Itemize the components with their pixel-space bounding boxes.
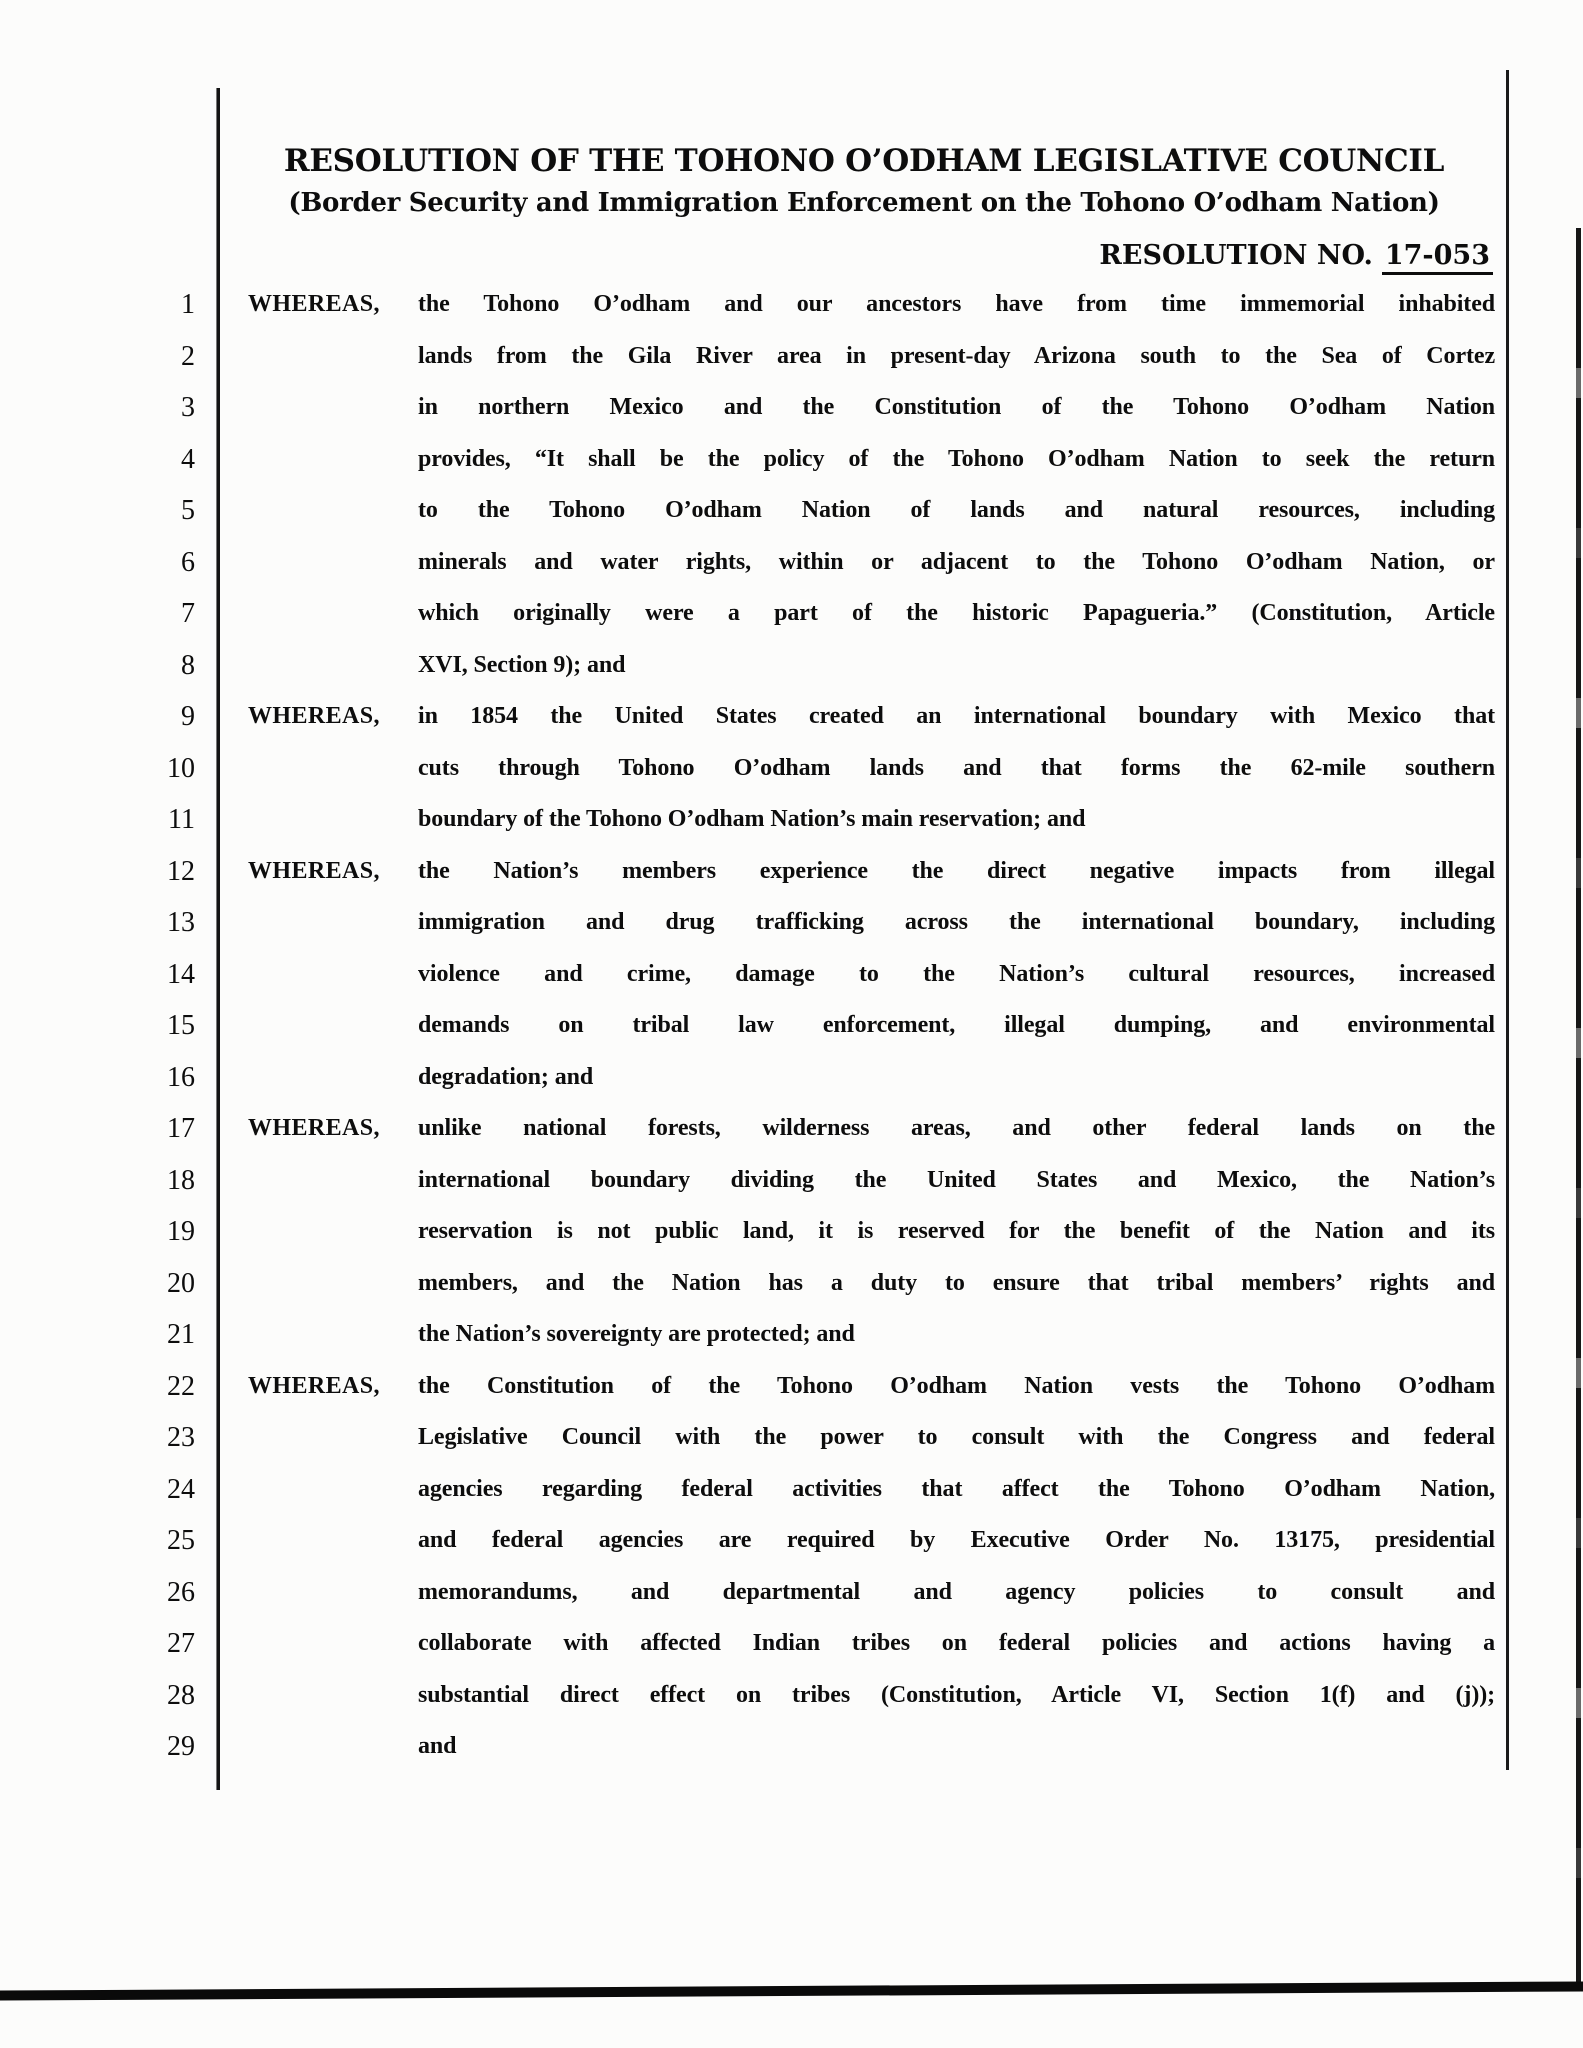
line-number: 12 [167, 855, 195, 887]
line-text: boundary of the Tohono O’odham Nation’s main reservation; and [418, 806, 1086, 832]
document-line [0, 331, 1583, 383]
right-margin-rule [1506, 70, 1509, 1770]
line-number: 20 [167, 1267, 195, 1299]
rule-gap [195, 1206, 233, 1258]
line-text: the Tohono O’odham and our ancestors have from time immemorial inhabited [418, 291, 1495, 317]
rule-gap [195, 640, 233, 692]
line-text: international boundary dividing the United States and Mexico, the Nation’s [418, 1166, 1495, 1193]
rule-gap [195, 588, 233, 640]
line-text: in northern Mexico and the Constitution of the Tohono O’odham Nation [418, 394, 1495, 420]
line-text: reservation is not public land, it is reserved for the benefit of the Nation and its [418, 1218, 1495, 1244]
document-line [0, 1000, 1583, 1052]
rule-gap [195, 485, 233, 537]
line-number: 11 [168, 804, 195, 835]
rule-gap [195, 846, 233, 898]
line-number: 21 [167, 1319, 195, 1350]
document-line [0, 1670, 1583, 1722]
document-line [0, 485, 1583, 537]
line-text: substantial direct effect on tribes (Constitution, Article VI, Section 1(f) and (j)); [418, 1681, 1495, 1708]
rule-gap [195, 1515, 233, 1567]
rule-gap [195, 537, 233, 589]
rule-gap [195, 1361, 233, 1413]
resolution-number-value: 17-053 [1382, 240, 1493, 275]
document-line [0, 1052, 1583, 1104]
whereas-label [233, 949, 418, 1001]
document-line [0, 1206, 1583, 1258]
line-text: degradation; and [418, 1063, 594, 1090]
page-subtitle: (Border Security and Immigration Enforcement on the Tohono O’odham Nation) [288, 188, 1440, 218]
line-number: 2 [181, 340, 195, 372]
rule-gap [195, 1309, 233, 1361]
line-text: immigration and drug trafficking across the international boundary, including [418, 909, 1495, 935]
line-number: 9 [181, 701, 195, 732]
whereas-label: WHEREAS, [248, 1372, 380, 1399]
document-line [0, 1567, 1583, 1619]
whereas-label [233, 1155, 418, 1207]
whereas-label [233, 1412, 418, 1464]
line-number: 10 [167, 752, 195, 784]
line-text: the Nation’s members experience the direct negative impacts from illegal [418, 857, 1495, 884]
whereas-label [233, 1670, 418, 1722]
whereas-label [233, 1309, 418, 1361]
line-number: 8 [181, 649, 195, 681]
line-number: 14 [167, 958, 195, 990]
rule-gap [195, 382, 233, 434]
line-number: 18 [167, 1164, 195, 1196]
document-line [0, 279, 1583, 331]
line-text: XVI, Section 9); and [418, 651, 626, 678]
whereas-label [233, 588, 418, 640]
rule-gap [195, 691, 233, 743]
page-title: RESOLUTION OF THE TOHONO O’ODHAM LEGISLATIVE COUNCIL [283, 143, 1445, 179]
document-line [0, 794, 1583, 846]
line-text: and [418, 1733, 457, 1759]
document-line [0, 1464, 1583, 1516]
whereas-label [233, 434, 418, 486]
line-number: 16 [167, 1061, 195, 1093]
line-text: provides, “It shall be the policy of the Tohono O’odham Nation to seek the return [418, 445, 1495, 472]
whereas-label: WHEREAS, [248, 291, 380, 317]
document-line [0, 846, 1583, 898]
line-number: 4 [181, 443, 195, 475]
scan-edge-artifact [1576, 228, 1581, 1988]
line-text: violence and crime, damage to the Nation’s cultural resources, increased [418, 960, 1495, 987]
whereas-label [233, 1258, 418, 1310]
rule-gap [195, 279, 233, 331]
rule-gap [195, 743, 233, 795]
whereas-label [233, 1464, 418, 1516]
rule-gap [195, 1721, 233, 1773]
line-number: 7 [181, 598, 195, 629]
rule-gap [195, 949, 233, 1001]
left-margin-rule [216, 88, 220, 1790]
rule-gap [195, 1412, 233, 1464]
line-text: members, and the Nation has a duty to ensure that tribal members’ rights and [418, 1269, 1495, 1296]
document-line [0, 691, 1583, 743]
document-line [0, 537, 1583, 589]
line-number: 22 [167, 1370, 195, 1402]
document-body [0, 279, 1583, 1773]
line-number: 17 [167, 1113, 195, 1144]
line-number: 26 [167, 1576, 195, 1608]
whereas-label [233, 1618, 418, 1670]
rule-gap [195, 1155, 233, 1207]
line-text: in 1854 the United States created an international boundary with Mexico that [418, 703, 1495, 729]
line-number: 19 [167, 1216, 195, 1247]
document-line [0, 1412, 1583, 1464]
line-text: unlike national forests, wilderness areas, and other federal lands on the [418, 1115, 1495, 1141]
document-line [0, 949, 1583, 1001]
rule-gap [195, 1618, 233, 1670]
rule-gap [195, 1052, 233, 1104]
line-text: and federal agencies are required by Executive Order No. 13175, presidential [418, 1527, 1495, 1553]
line-text: collaborate with affected Indian tribes on federal policies and actions having a [418, 1630, 1495, 1656]
line-text: demands on tribal law enforcement, illegal dumping, and environmental [418, 1012, 1495, 1038]
line-number: 15 [167, 1010, 195, 1041]
document-line [0, 434, 1583, 486]
document-line [0, 1103, 1583, 1155]
whereas-label: WHEREAS, [248, 857, 380, 884]
rule-gap [195, 1567, 233, 1619]
whereas-label [233, 1052, 418, 1104]
line-number: 1 [181, 289, 195, 320]
whereas-label [233, 331, 418, 383]
rule-gap [195, 1000, 233, 1052]
line-text: the Nation’s sovereignty are protected; and [418, 1321, 855, 1347]
line-text: to the Tohono O’odham Nation of lands and natural resources, including [418, 497, 1495, 523]
line-number: 24 [167, 1473, 195, 1505]
whereas-label [233, 485, 418, 537]
whereas-label [233, 640, 418, 692]
line-text: memorandums, and departmental and agency policies to consult and [418, 1578, 1495, 1605]
rule-gap [195, 897, 233, 949]
whereas-label [233, 897, 418, 949]
whereas-label [233, 382, 418, 434]
rule-gap [195, 331, 233, 383]
whereas-label [233, 1206, 418, 1258]
whereas-label [233, 1721, 418, 1773]
document-line [0, 1618, 1583, 1670]
line-text: minerals and water rights, within or adjacent to the Tohono O’odham Nation, or [418, 548, 1495, 575]
resolution-number-line [1099, 240, 1493, 275]
rule-gap [195, 1103, 233, 1155]
line-number: 13 [167, 907, 195, 938]
whereas-label: WHEREAS, [248, 1115, 380, 1141]
line-text: cuts through Tohono O’odham lands and that forms the 62-mile southern [418, 754, 1495, 781]
whereas-label: WHEREAS, [248, 703, 380, 729]
document-line [0, 1361, 1583, 1413]
document-line [0, 382, 1583, 434]
scan-bottom-bar [0, 1981, 1583, 2000]
whereas-label [233, 743, 418, 795]
document-line [0, 743, 1583, 795]
document-line [0, 1155, 1583, 1207]
line-number: 23 [167, 1422, 195, 1453]
document-line [0, 1258, 1583, 1310]
line-text: the Constitution of the Tohono O’odham Nation vests the Tohono O’odham [418, 1372, 1495, 1399]
line-number: 6 [181, 546, 195, 578]
document-line [0, 897, 1583, 949]
document-line [0, 1515, 1583, 1567]
rule-gap [195, 1670, 233, 1722]
line-number: 28 [167, 1679, 195, 1711]
whereas-label [233, 1000, 418, 1052]
line-number: 25 [167, 1525, 195, 1556]
document-line [0, 1721, 1583, 1773]
line-text: agencies regarding federal activities that affect the Tohono O’odham Nation, [418, 1475, 1495, 1502]
rule-gap [195, 1464, 233, 1516]
document-line [0, 1309, 1583, 1361]
line-number: 3 [181, 392, 195, 423]
whereas-label [233, 537, 418, 589]
rule-gap [195, 1258, 233, 1310]
rule-gap [195, 434, 233, 486]
line-text: Legislative Council with the power to consult with the Congress and federal [418, 1424, 1495, 1450]
line-text: lands from the Gila River area in present-day Arizona south to the Sea of Cortez [418, 342, 1495, 369]
whereas-label [233, 1567, 418, 1619]
document-line [0, 640, 1583, 692]
rule-gap [195, 794, 233, 846]
whereas-label [233, 794, 418, 846]
line-number: 27 [167, 1628, 195, 1659]
line-number: 5 [181, 495, 195, 526]
whereas-label [233, 1515, 418, 1567]
line-number: 29 [167, 1731, 195, 1762]
line-text: which originally were a part of the historic Papagueria.” (Constitution, Article [418, 600, 1495, 626]
resolution-number-label: RESOLUTION NO. [1099, 240, 1373, 271]
document-line [0, 588, 1583, 640]
